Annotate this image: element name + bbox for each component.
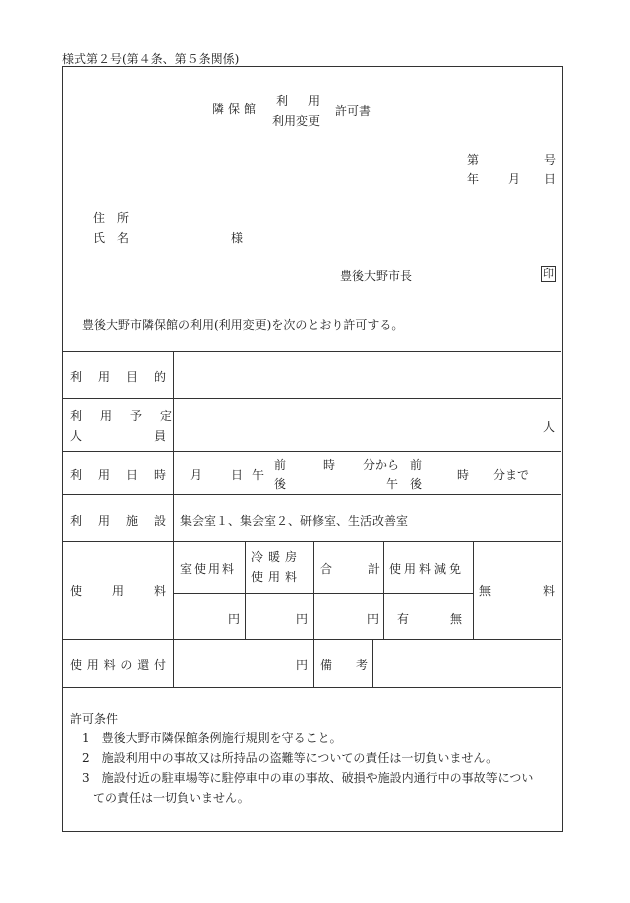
label-char: 使 [70, 584, 83, 598]
people-unit: 人 [543, 420, 556, 434]
table-rule [62, 351, 561, 352]
label-char: 利 [70, 468, 83, 482]
dt-minute-from: 分から [363, 458, 400, 472]
permit-statement: 豊後大野市隣保館の利用(利用変更)を次のとおり許可する。 [82, 318, 404, 332]
remarks-label-1: 備 [320, 658, 333, 672]
table-rule [372, 639, 373, 687]
table-rule [173, 351, 174, 687]
total-label-2: 計 [368, 562, 381, 576]
table-rule [245, 541, 246, 639]
honorific: 様 [231, 231, 244, 245]
form-number: 様式第２号(第４条、第５条関係) [62, 52, 240, 66]
label-char: 用 [97, 370, 110, 384]
free-label-1: 無 [479, 584, 492, 598]
name-label: 氏 名 [93, 231, 130, 245]
expected-people-label-line2 [70, 427, 166, 444]
seal-mark: 印 [543, 267, 554, 280]
permit-form-frame [62, 66, 563, 832]
label-char: 的 [153, 370, 166, 384]
table-rule [62, 398, 561, 399]
table-rule [313, 541, 314, 687]
condition-item: 2 施設利用中の事故又は所持品の盗難等についての責任は一切負いません。 [82, 751, 499, 765]
title-option-use: 利 用 [276, 94, 325, 108]
conditions-heading: 許可条件 [70, 712, 119, 726]
condition-item: 1 豊後大野市隣保館条例施行規則を守ること。 [82, 731, 342, 745]
condition-item: ての責任は一切負いません。 [93, 791, 250, 805]
number-label-go: 号 [544, 153, 557, 167]
dt-day: 日 [231, 468, 244, 482]
label-char: 料 [103, 658, 116, 672]
dt-hour-2: 時 [457, 468, 470, 482]
dt-ampm-1a: 前 [274, 458, 287, 472]
label-char: 用 [111, 584, 124, 598]
datetime-label [70, 466, 166, 483]
table-rule [62, 639, 561, 640]
label-char: 用 [86, 658, 99, 672]
number-label-dai: 第 [467, 153, 480, 167]
total-label-1: 合 [320, 562, 333, 576]
label-char: 使 [70, 658, 83, 672]
label-char: 目 [125, 370, 138, 384]
label-char: 用 [97, 468, 110, 482]
table-rule [62, 687, 561, 688]
dt-ampm-1b: 後 [274, 477, 287, 491]
label-char: 時 [153, 468, 166, 482]
table-rule [62, 541, 561, 542]
date-day: 日 [544, 172, 557, 186]
label-char: 付 [153, 658, 166, 672]
label-char: 施 [125, 514, 138, 528]
table-rule [173, 593, 473, 594]
table-rule [473, 541, 474, 639]
refund-label [70, 656, 166, 673]
reduction-label: 使用料減免 [389, 562, 465, 576]
ac-fee-label-line1: 冷暖房 [251, 550, 303, 564]
label-char: 料 [153, 584, 166, 598]
expected-people-label-line1: 利用予定 [70, 409, 191, 423]
purpose-label [70, 368, 166, 385]
date-month: 月 [508, 172, 521, 186]
title-option-change: 利用変更 [272, 114, 321, 128]
facility-label [70, 512, 166, 529]
label-char: 設 [153, 514, 166, 528]
dt-ampm-2b: 午 後 [386, 477, 423, 491]
label-char: 還 [137, 658, 150, 672]
fee-label [70, 582, 166, 599]
refund-yen: 円 [296, 658, 309, 672]
date-year: 年 [467, 172, 480, 186]
room-fee-yen: 円 [228, 612, 241, 626]
reduction-no: 無 [450, 612, 463, 626]
label-char: 用 [97, 514, 110, 528]
table-rule [383, 541, 384, 639]
total-yen: 円 [367, 612, 380, 626]
label-char: 利 [70, 514, 83, 528]
title-suffix: 許可書 [335, 104, 372, 118]
remarks-label-2: 考 [356, 658, 369, 672]
title-prefix: 隣保館 [212, 102, 261, 116]
expected-people-label-char: 人 [70, 429, 83, 443]
facility-value: 集会室１、集会室２、研修室、生活改善室 [180, 514, 409, 528]
label-char: の [120, 658, 133, 672]
room-fee-label: 室使用料 [180, 562, 237, 576]
free-label-2: 料 [543, 584, 556, 598]
label-char: 利 [70, 370, 83, 384]
expected-people-label-char: 員 [153, 429, 166, 443]
dt-minute-until: 分まで [493, 468, 530, 482]
label-char: 日 [125, 468, 138, 482]
reduction-yes: 有 [397, 612, 410, 626]
ac-fee-label-line2: 使用料 [251, 570, 303, 584]
dt-ampm-2a: 前 [410, 458, 423, 472]
condition-item: 3 施設付近の駐車場等に駐停車中の車の事故、破損や施設内通行中の事故等につい [82, 771, 534, 785]
ac-fee-yen: 円 [296, 612, 309, 626]
table-rule [62, 494, 561, 495]
table-rule [62, 451, 561, 452]
issuer: 豊後大野市長 [340, 269, 413, 283]
dt-month: 月 [190, 468, 203, 482]
dt-hour: 時 [323, 458, 336, 472]
dt-afternoon-1: 午 [252, 468, 265, 482]
address-label: 住 所 [93, 211, 130, 225]
